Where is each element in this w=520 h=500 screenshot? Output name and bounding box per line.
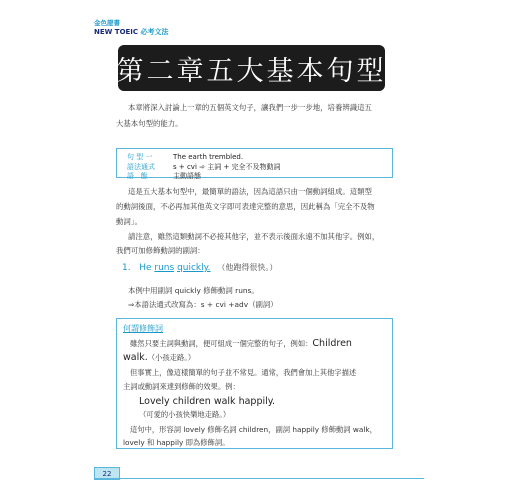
example-word-verb: runs: [154, 263, 175, 273]
intro-line-1: 本章將深入討論上一章的五個英文句子，讓我們一步一步地，培養辨識這五: [128, 103, 372, 112]
note-p1-line-1: [130, 337, 352, 350]
example-word-subject: He: [139, 263, 152, 273]
note-example-translation: （可愛的小孩快樂地走路。）: [139, 410, 231, 419]
para2-line-1: 請注意，雖然這類動詞不必接其他字，並不表示後面永遠不加其他字。例如，: [128, 232, 380, 241]
pattern-row: [127, 163, 392, 173]
note-p1-line-2: [123, 351, 195, 364]
modifier-note-box: [116, 318, 393, 449]
note-p1-text: 雖然只要主詞與動詞，便可組成一個完整的句子，例如：: [130, 339, 313, 348]
book-title-prefix: NEW TOEIC: [94, 28, 139, 36]
explain-line-2: ⇒本語法通式改寫為：s + cvi +adv（副詞）: [128, 300, 278, 309]
chapter-title-banner: [118, 45, 385, 91]
series-name: 金色證書: [94, 19, 120, 27]
explain-line-1: 本例中用副詞 quickly 修飾動詞 runs。: [128, 286, 259, 295]
example-number: 1.: [122, 263, 131, 273]
example-word-adverb: quickly.: [177, 263, 211, 273]
note-example-english: Lovely children walk happily.: [139, 396, 276, 407]
chapter-name: 五大基本句型: [206, 55, 387, 87]
book-title: [94, 28, 169, 37]
running-header: [94, 19, 169, 37]
pattern-row: [127, 153, 392, 163]
note-p2-line-2: 主詞或動詞來達到修飾的效果。例：: [123, 382, 240, 391]
example-translation: （他跑得很快。）: [217, 263, 278, 272]
sentence-pattern-box: [116, 148, 393, 178]
chapter-number: 第二章: [116, 55, 207, 87]
note-p3-line-2: lovely 和 happily 即為修飾詞。: [123, 438, 230, 447]
pattern-value: s + cvi ➾ 主詞 + 完全不及物動詞: [173, 162, 281, 171]
pattern-label: 句 型 一: [127, 153, 153, 161]
note-p1-translation: （小孩走路。）: [147, 353, 196, 362]
page-number: 22: [94, 467, 120, 480]
pattern-value: The earth trembled.: [173, 153, 244, 161]
book-title-suffix: 必考文法: [140, 28, 169, 36]
para2-line-2: 我們可加修飾動詞的副詞：: [116, 246, 205, 255]
footer-divider: [94, 478, 424, 479]
pattern-row: [127, 172, 392, 182]
intro-line-2: 大基本句型的能力。: [116, 119, 183, 128]
note-title: 何謂修飾詞: [123, 324, 163, 333]
para1-line-1: 這是五大基本句型中，最簡單的語法，因為這語只由一個動詞組成。這類型: [128, 187, 372, 196]
para1-line-2: 的動詞後面，不必再加其他英文字即可表達完整的意思，因此稱為「完全不及物: [116, 202, 375, 211]
note-p3-line-1: 這句中，形容詞 lovely 修飾名詞 children，副詞 happily 修飾動詞 walk，: [130, 425, 377, 434]
note-p2-line-1: 但事實上，像這樣簡單的句子並不常見。通常，我們會加上其他字描述: [130, 368, 357, 377]
pattern-value: 主動語態: [173, 172, 201, 180]
pattern-label: 語 態: [127, 172, 148, 180]
example-sentence-1: [122, 262, 277, 273]
para1-line-3: 動詞」。: [116, 217, 142, 226]
pattern-label: 語法通式: [127, 162, 155, 171]
note-p1-english-2: walk.: [123, 352, 148, 363]
note-p1-english: Children: [312, 338, 352, 349]
